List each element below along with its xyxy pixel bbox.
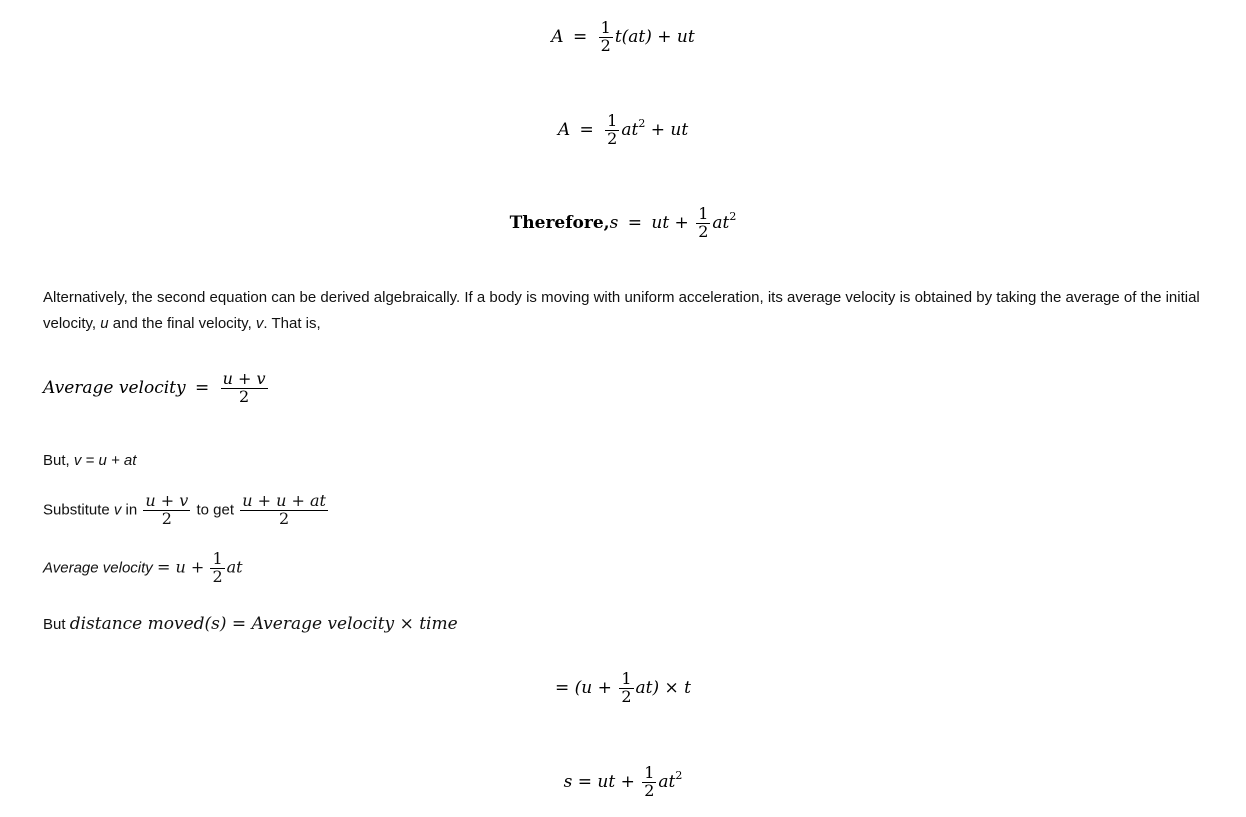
fraction-numerator: 1: [621, 669, 632, 688]
math-label: Average velocity: [43, 377, 186, 398]
fraction: [599, 20, 613, 55]
fraction: [221, 371, 268, 406]
math-operator: =: [572, 26, 588, 47]
line-text: Substitute: [43, 501, 114, 519]
math-expression: s = ut +: [563, 771, 635, 792]
paragraph-text: and the final velocity,: [108, 315, 256, 332]
line-text: in: [121, 501, 142, 519]
math-expression: t(at) + ut: [614, 26, 695, 47]
fraction-denominator: 2: [607, 128, 618, 148]
fraction: [619, 671, 633, 706]
fraction-numerator: 1: [600, 18, 611, 37]
fraction-denominator: 2: [600, 35, 611, 55]
math-operator: =: [627, 212, 642, 233]
fraction: [210, 551, 224, 586]
paragraph-text: Alternatively, the second equation can be derived algebraically. If a body is moving with uniform acceleration, its average velocity is obtained by taking the average of the initial velocity,: [43, 289, 1200, 332]
fraction-denominator: 2: [161, 508, 172, 528]
equation-area-4: [0, 671, 1246, 706]
math-expression: at: [226, 557, 243, 577]
therefore-label: Therefore,: [509, 212, 610, 233]
fraction-numerator: 1: [644, 763, 655, 782]
distance-line: [43, 614, 458, 634]
fraction-denominator: 2: [698, 221, 709, 241]
line-text: But,: [43, 452, 74, 469]
math-expression: = u +: [156, 557, 205, 577]
fraction-denominator: 2: [278, 508, 290, 528]
fraction: [605, 113, 619, 148]
math-expression: at: [621, 119, 639, 140]
fraction-denominator: 2: [239, 386, 250, 406]
exponent: 2: [729, 209, 737, 223]
fraction: [143, 493, 190, 528]
fraction-numerator: 1: [698, 204, 709, 223]
variable-v: v: [255, 315, 264, 332]
exponent: 2: [675, 768, 683, 782]
fraction: [696, 206, 710, 241]
math-operator: =: [195, 377, 210, 398]
line-text: But: [43, 616, 70, 633]
fraction-denominator: 2: [644, 780, 655, 800]
math-expression: at: [658, 771, 676, 792]
variable-u: u: [100, 315, 109, 332]
fraction-numerator: 1: [212, 549, 223, 568]
average-velocity-equation: [43, 371, 270, 406]
fraction-numerator: 1: [607, 111, 618, 130]
fraction-numerator: u + v: [145, 491, 189, 510]
math-var: A: [557, 119, 571, 140]
line-label: Average velocity: [43, 559, 153, 577]
inline-expression: v = u + at: [73, 452, 137, 469]
fraction: [240, 493, 328, 528]
body-paragraph: [43, 285, 1228, 337]
substitute-line: [43, 493, 330, 528]
fraction-denominator: 2: [212, 566, 223, 586]
fraction: [642, 765, 656, 800]
equation-therefore: [0, 206, 1246, 241]
inline-expression: distance moved(s) = Average velocity × time: [69, 614, 458, 634]
math-expression: at) × t: [635, 677, 691, 698]
math-operator: =: [579, 119, 594, 140]
math-expression: + ut: [650, 119, 689, 140]
fraction-denominator: 2: [621, 686, 632, 706]
paragraph-text: . That is,: [263, 315, 321, 332]
line-text: to get: [196, 501, 239, 519]
exponent: 2: [638, 116, 646, 130]
math-expression: at: [712, 212, 730, 233]
equation-area-2: [0, 113, 1246, 148]
but-line: [43, 452, 136, 469]
equation-area-5: [0, 765, 1246, 800]
equation-area-1: [0, 20, 1246, 55]
math-expression: ut +: [651, 212, 689, 233]
fraction-numerator: u + u + at: [242, 491, 326, 510]
fraction-numerator: u + v: [222, 369, 266, 388]
math-var: A: [551, 26, 564, 47]
math-var: s: [609, 212, 619, 233]
math-expression: = (u +: [555, 677, 612, 698]
variable-v: v: [113, 501, 122, 519]
average-velocity-line: [43, 551, 243, 586]
